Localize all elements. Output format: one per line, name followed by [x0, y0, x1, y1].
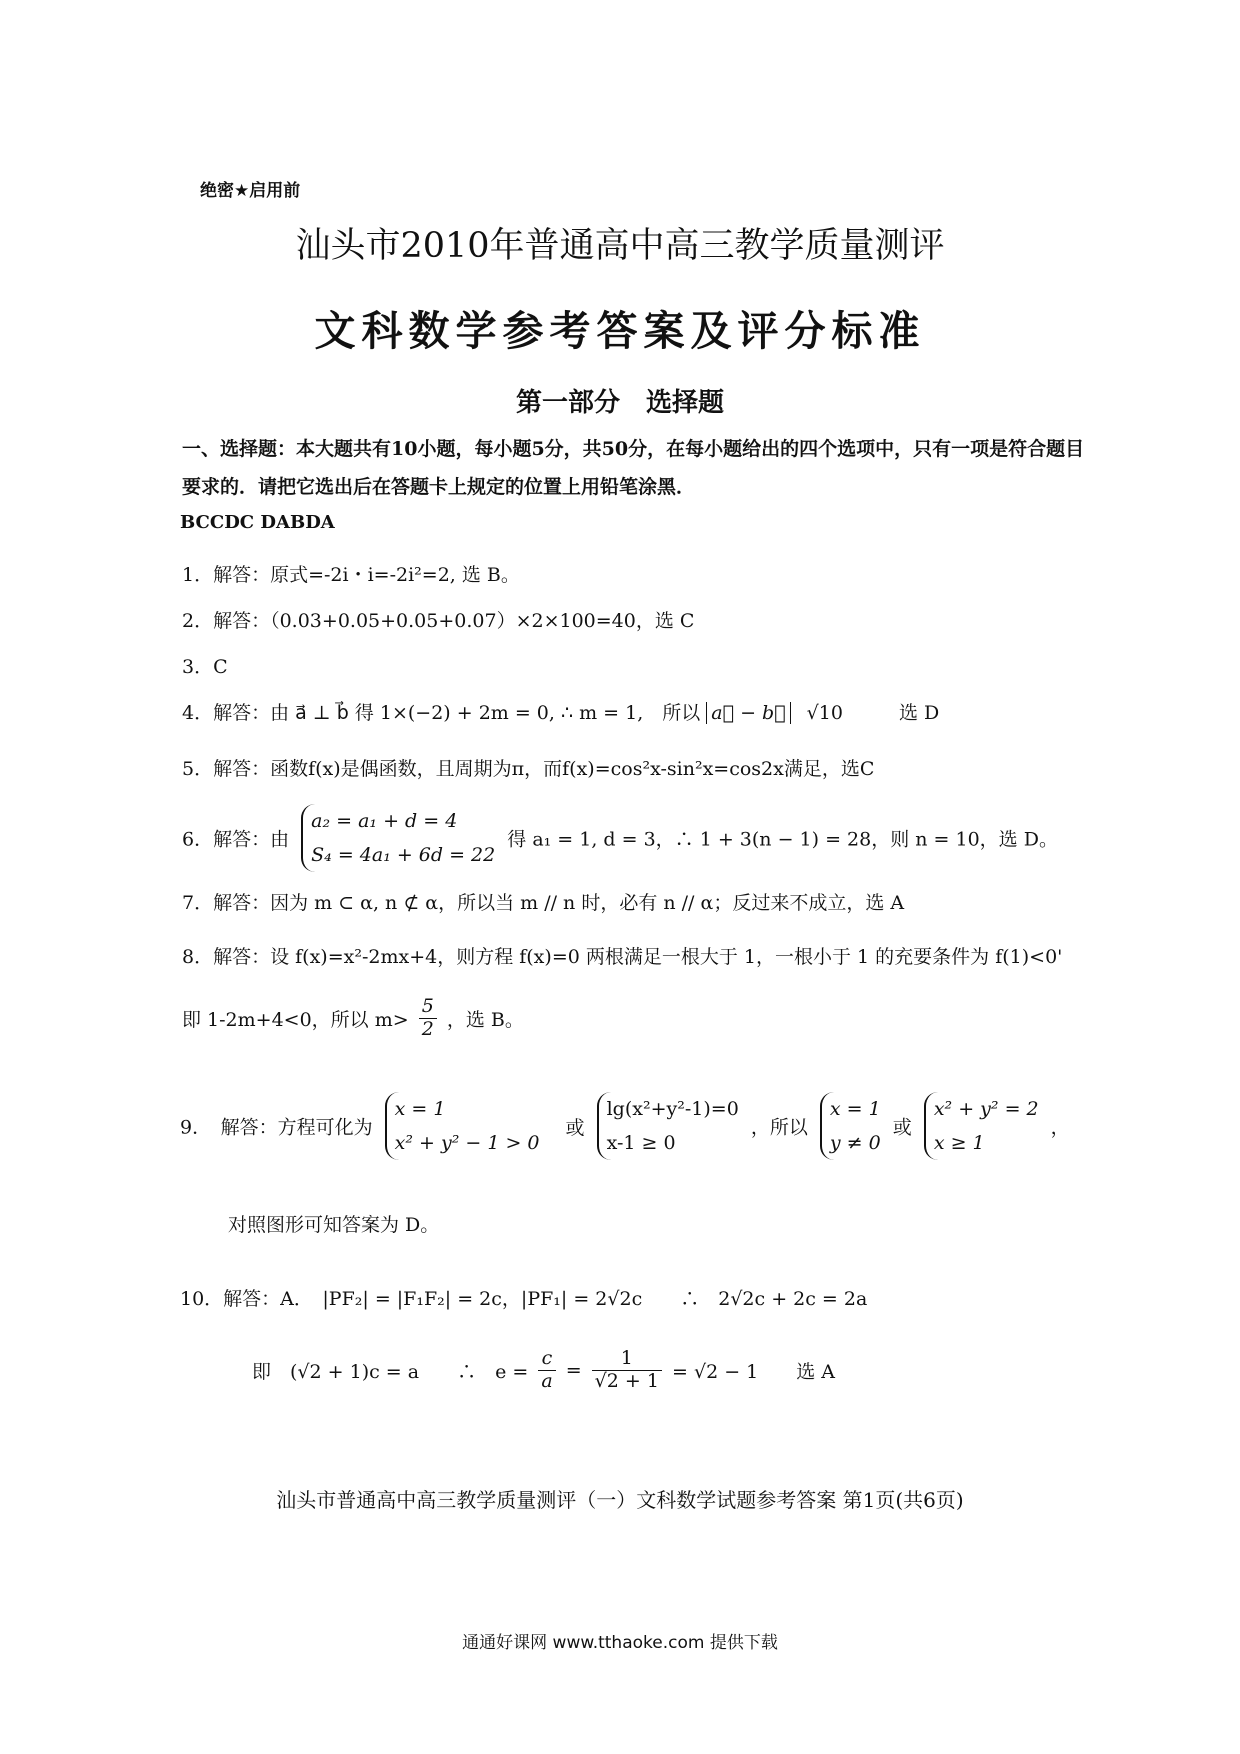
solution-6-eq1: a₂ = a₁ + d = 4	[311, 810, 458, 832]
solution-6-eq2: S₄ = 4a₁ + 6d = 22	[311, 844, 496, 866]
system-2-eq1: lg(x²+y²-1)=0	[606, 1098, 739, 1120]
fraction-c-over-a	[538, 1348, 555, 1393]
solution-9-system-4	[924, 1092, 1039, 1160]
solution-10: 10．解答：A． |PF₂| = |F₁F₂| = 2c，|PF₁| = 2√2c ∴ 2√2c + 2c = 2a	[180, 1288, 868, 1310]
page-footer: 汕头市普通高中高三教学质量测评（一）文科数学试题参考答案 第1页(共6页)	[276, 1488, 964, 1512]
solution-10-result: = √2 − 1 选 A	[672, 1360, 836, 1383]
solution-9-system-3	[820, 1092, 881, 1160]
solution-4	[182, 698, 939, 725]
system-4-eq1: x² + y² = 2	[933, 1098, 1039, 1120]
section-instructions: 一、选择题：本大题共有10小题，每小题5分，共50分，在每小题给出的四个选项中，只有一项是符合题目要求的．请把它选出后在答题卡上规定的位置上用铅笔涂黑．	[182, 438, 1085, 498]
solution-6	[182, 804, 1058, 880]
fraction-numerator: 5	[419, 996, 437, 1019]
solution-4-text: 4．解答：由 a⃗ ⊥ b⃗ 得 1×(−2) + 2m = 0, ∴ m = 1, 所以	[182, 702, 701, 724]
solution-9-conclusion: 对照图形可知答案为 D。	[228, 1214, 440, 1236]
solution-1: 1．解答：原式=-2i・i=-2i²=2, 选 B。	[182, 564, 520, 586]
fraction-denominator: √2 + 1	[594, 1369, 659, 1392]
confidential-label: 绝密★启用前	[200, 181, 301, 201]
solution-2: 2．解答：（0.03+0.05+0.05+0.07）×2×100=40，选 C	[182, 610, 695, 632]
solution-9	[180, 1092, 1070, 1160]
solution-8-choice: ，选 B。	[446, 1008, 524, 1031]
or-word: 或	[892, 1116, 912, 1139]
fraction-numerator: 1	[592, 1348, 662, 1371]
part-heading: 第一部分 选择题	[515, 388, 724, 418]
fraction-denominator: a	[541, 1369, 553, 1392]
solution-6-result: 得 a₁ = 1, d = 3，∴ 1 + 3(n − 1) = 28，则 n = 10，选 D。	[507, 828, 1058, 851]
solution-6-lead: 6．解答：由	[182, 828, 290, 851]
solution-8: 8．解答：设 f(x)=x²-2mx+4，则方程 f(x)=0 两根满足一根大于 1，一根小于 1 的充要条件为 f(1)<0'	[182, 946, 1063, 968]
fraction-5-over-2	[419, 996, 437, 1041]
solution-3: 3．C	[182, 656, 228, 678]
solution-9-system-2	[597, 1092, 739, 1160]
system-2-eq2: x-1 ≥ 0	[606, 1132, 676, 1154]
or-word: 或	[565, 1116, 585, 1139]
so-word: ，所以	[750, 1116, 808, 1139]
solution-4-sqrt: √10	[806, 702, 843, 724]
solution-4-choice: 选 D	[898, 702, 940, 724]
solution-10-continued	[252, 1348, 835, 1393]
solution-9-system-1	[385, 1092, 540, 1160]
solution-5: 5．解答：函数f(x)是偶函数，且周期为π，而f(x)=cos²x-sin²x=cos2x满足，选C	[182, 758, 875, 780]
system-1-eq1: x = 1	[394, 1098, 446, 1120]
system-4-eq2: x ≥ 1	[933, 1132, 985, 1154]
solution-8-lead: 即 1-2m+4<0，所以 m>	[182, 1008, 409, 1031]
equals-sign: =	[565, 1359, 582, 1382]
system-3-eq1: x = 1	[829, 1098, 881, 1120]
solution-8-continued	[182, 996, 524, 1041]
download-credit: 通通好课网 www.tthaoke.com 提供下载	[462, 1633, 778, 1653]
fraction-numerator: c	[538, 1348, 555, 1371]
fraction-denominator: 2	[421, 1017, 434, 1040]
fraction-1-over-root2-plus-1	[592, 1348, 662, 1393]
document-subtitle: 文科数学参考答案及评分标准	[314, 307, 926, 355]
solution-9-lead: 9． 解答：方程可化为	[180, 1116, 373, 1139]
system-3-eq2: y ≠ 0	[829, 1132, 881, 1154]
system-1-eq2: x² + y² − 1 > 0	[394, 1132, 540, 1154]
solution-4-abs: a⃗ − b⃗	[706, 702, 790, 724]
solution-6-system	[301, 804, 495, 872]
answer-key: BCCDC DABDA	[180, 512, 335, 533]
solution-7: 7．解答：因为 m ⊂ α, n ⊄ α，所以当 m // n 时，必有 n // α；反过来不成立，选 A	[182, 892, 905, 914]
comma: ，	[1050, 1116, 1070, 1139]
solution-10-lead: 即 (√2 + 1)c = a ∴ e =	[252, 1360, 529, 1383]
document-title: 汕头市2010年普通高中高三教学质量测评	[295, 226, 945, 266]
